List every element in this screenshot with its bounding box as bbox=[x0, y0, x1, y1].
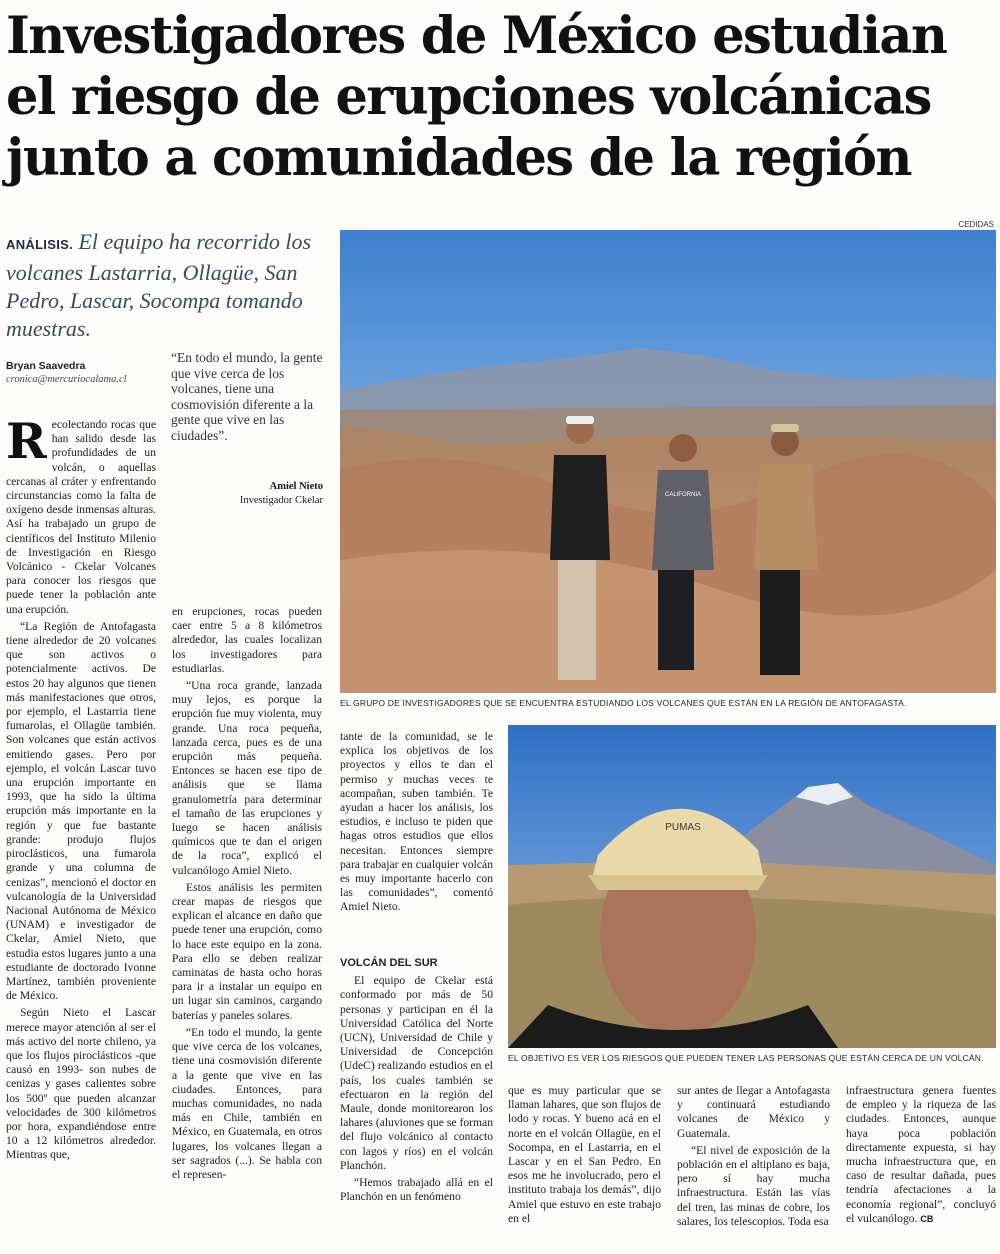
team-photo-illustration bbox=[340, 230, 996, 693]
drop-cap: R bbox=[6, 412, 47, 470]
photo-research-team bbox=[340, 230, 996, 693]
paragraph: “Una roca grande, lanzada muy lejos, es porque la erupción fue muy violenta, muy grande. Una roca pequeña, lanzada cerca, pues es de una erupción más pequeña. Entonces se hacen ese tipo de análisis que se llama granulometría para determinar el tamaño de las erupciones y luego se hacen análisis químicos que te dan el origen de la roca”, explicó el vulcanólogo Amiel Nieto. bbox=[172, 679, 322, 877]
paragraph: “En todo el mundo, la gente que vive cerca de los volcanes, tiene una cosmovisión diferente a la gente que vive en las ciudades. Entonces, para muchas comunidades, no nada más en Chile, también en México, en Guatemala, en otros lugares, los volcanes llegan a ser sagrados (...). Se habla con el represen- bbox=[172, 1025, 322, 1181]
byline-author: Bryan Saavedra bbox=[6, 360, 86, 372]
paragraph: que es muy particular que se llaman lahares, que son flujos de lodo y rocas. Y bueno acá en el norte en el volcán Ollagüe, en el Socompa, en el Lastarria, en el Lascar y en el San Pedro. En esos me he involucrado, pero el instituto trabaja los demás”, dijo Amiel que estuvo en este trabajo en el bbox=[508, 1084, 661, 1225]
photo-caption-top: EL GRUPO DE INVESTIGADORES QUE SE ENCUENTRA ESTUDIANDO LOS VOLCANES QUE ESTÁN EN LA REGIÓN DE ANTOFAGASTA. bbox=[340, 698, 907, 708]
paragraph: El equipo de Ckelar está conformado por más de 50 personas y participan en él la Universidad Católica del Norte (UCN), Universidad de Chile y Universidad de Concepción (UdeC) realizando estudios en el país, los cuales también se efectuaron en la región del Maule, donde monitorearon los lahares (aluviones que se forman del flujo volcánico al contacto con lagos y ríos) en el volcán Planchón. bbox=[340, 974, 493, 1172]
article-column-3-continued bbox=[340, 956, 493, 1207]
pull-quote-author: Amiel Nieto bbox=[269, 481, 323, 492]
paragraph: infraestructura genera fuentes de empleo y la riqueza de las ciudades. Entonces, aunque haya poca población directamente expuesta, si hay mucha infraestructura que, en caso de resultar dañada, pues tendría afectaciones a la economía regional”, concluyó el vulcanólogo. CB bbox=[846, 1084, 996, 1225]
paragraph: en erupciones, rocas pueden caer entre 5 a 8 kilómetros alrededor, las cuales localizan los investigadores para estudiarlas. bbox=[172, 605, 322, 675]
pull-quote-role: Investigador Ckelar bbox=[239, 495, 323, 506]
headline: Investigadores de México estudian el riesgo de erupciones volcánicas junto a comunidades de la región bbox=[6, 6, 947, 188]
paragraph: Según Nieto el Lascar merece mayor atención al ser el más activo del norte chileno, ya que los flujos piroclásticos -que causó en 1993- son nubes de cenizas y gases calientes sobre los 500º que pueden alcanzar velocidades de 300 kilómetros por hora, expandiéndose entre 10 a 12 kilómetros alrededor. Mientras que, bbox=[6, 1006, 156, 1162]
article-column-6 bbox=[846, 1084, 996, 1229]
paragraph: Recolectando rocas que han salido desde las profundidades de un volcán, o aquellas cercanas al cráter y enfrentando circunstancias como la falta de oxígeno desde inmensas alturas. Así ha trabajado un grupo de científicos del Instituto Milenio de Investigación en Riesgo Volcánico - Ckelar Volcanes para conocer los riesgos que puede tener la población ante una erupción. bbox=[6, 412, 156, 616]
byline bbox=[6, 360, 166, 385]
paragraph: tante de la comunidad, se le explica los objetivos de los proyectos y ellos te dan el permiso y muchas veces te acompañan, suben también. Te ayudan a hacer los análisis, los estudios, e incluso te piden que hagas otros estudios que ellos necesitan. Entonces siempre para trabajar en cualquier volcán es muy importante hacerlo con las comunidades”, comentó Amiel Nieto. bbox=[340, 730, 493, 914]
article-column-1 bbox=[6, 412, 156, 1166]
pull-quote: “En todo el mundo, la gente que vive cerca de los volcanes, tiene una cosmovisión diferente a la gente que vive en las ciudades”. bbox=[171, 350, 323, 443]
photo-credit: CEDIDAS bbox=[958, 220, 994, 229]
paragraph: sur antes de llegar a Antofagasta y continuará estudiando volcanes de México y Guatemala. bbox=[677, 1084, 830, 1140]
selfie-photo-illustration bbox=[508, 725, 996, 1048]
end-mark: CB bbox=[920, 1213, 934, 1224]
article-column-2 bbox=[172, 605, 322, 1185]
sweatshirt-logo: CALIFORNIA bbox=[664, 492, 702, 498]
lead-kicker: ANÁLISIS. bbox=[6, 237, 73, 252]
paragraph: “Hemos trabajado allá en el Planchón en un fenómeno bbox=[340, 1176, 493, 1204]
lead-text: El equipo ha recorrido los volcanes Lastarria, Ollagüe, San Pedro, Lascar, Socompa tomando muestras. bbox=[6, 229, 312, 341]
article-column-4 bbox=[508, 1084, 661, 1229]
article-column-5 bbox=[677, 1084, 830, 1232]
byline-email: cronica@mercuriocalama.cl bbox=[6, 374, 127, 385]
article-column-3 bbox=[340, 730, 493, 918]
pull-quote-attribution bbox=[171, 480, 323, 508]
cap-logo: PUMAS bbox=[665, 822, 701, 833]
paragraph: Estos análisis les permiten crear mapas de riesgos que explican el alcance en daño que puede tener una erupción, como lo hace este equipo en la zona. Para ello se deben realizar caminatas de hasta ocho horas para ir a instalar un equipo en un lugar sin caminos, cargando baterías y paneles solares. bbox=[172, 880, 322, 1022]
photo-researcher-selfie bbox=[508, 725, 996, 1048]
paragraph: “El nivel de exposición de la población en el altiplano es baja, pero sí hay mucha infraestructura. Están las vías del tren, las minas de cobre, los salares, los telescopios. Toda esa bbox=[677, 1143, 830, 1228]
lead-summary bbox=[6, 228, 326, 343]
section-subhead: VOLCÁN DEL SUR bbox=[340, 957, 438, 969]
photo-caption-bottom: EL OBJETIVO ES VER LOS RIESGOS QUE PUEDEN TENER LAS PERSONAS QUE ESTÁN CERCA DE UN VOLCÁN. bbox=[508, 1053, 984, 1063]
paragraph: “La Región de Antofagasta tiene alrededor de 20 volcanes que son activos o potencialmente activos. De estos 20 hay algunos que tienen más manifestaciones que otros, por ejemplo, el Lastarria tiene fumarolas, el Ollagüe también. Son volcanes que están activos emitiendo gases. Pero por ejemplo, el volcán Lascar tuvo una erupción importante en 1993, que ha sido la última erupción más importante en la región y que fue bastante grande: produjo flujos piroclásticos, una fumarola grande y una columna de cenizas”, mencionó el doctor en vulcanología de la Universidad Nacional Autónoma de México (UNAM) e investigador de Ckelar, Amiel Nieto, que estudia estos lugares junto a una estudiante de doctorado Ivonne Martínez, también proveniente de México. bbox=[6, 619, 156, 1003]
